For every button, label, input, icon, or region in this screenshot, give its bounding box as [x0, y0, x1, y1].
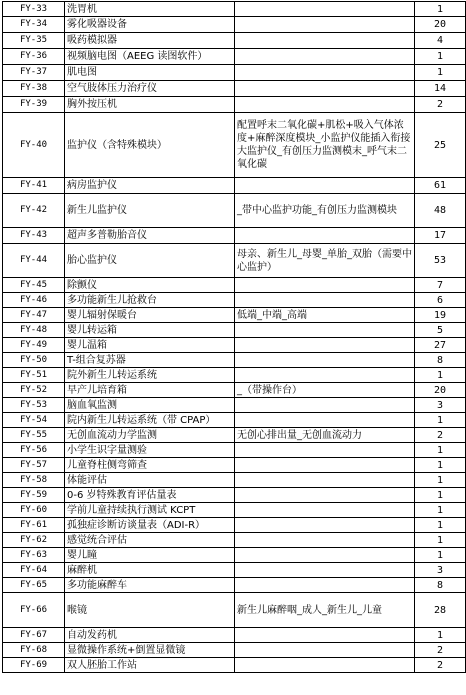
- equipment-quantity: 1: [415, 49, 466, 65]
- equipment-spec: [235, 293, 415, 308]
- equipment-code: FY-35: [3, 33, 65, 49]
- equipment-code: FY-39: [3, 97, 65, 113]
- equipment-spec: [235, 443, 415, 458]
- table-row: [3, 2, 466, 17]
- equipment-spec: [235, 578, 415, 593]
- equipment-name: T-组合复苏器: [65, 353, 235, 368]
- table-row: [3, 458, 466, 473]
- equipment-code: FY-34: [3, 17, 65, 33]
- table-row: [3, 643, 466, 658]
- equipment-quantity: 1: [415, 488, 466, 503]
- equipment-spec: [235, 338, 415, 353]
- table-row: [3, 178, 466, 194]
- table-row: [3, 49, 466, 65]
- table-row: [3, 473, 466, 488]
- table-row: [3, 383, 466, 398]
- equipment-quantity: 1: [415, 443, 466, 458]
- equipment-quantity: 1: [415, 548, 466, 563]
- table-row: [3, 113, 466, 178]
- equipment-spec: [235, 353, 415, 368]
- table-row: [3, 323, 466, 338]
- table-row: [3, 244, 466, 278]
- equipment-name: 多功能新生儿抢救台: [65, 293, 235, 308]
- table-row: [3, 398, 466, 413]
- table-row: [3, 593, 466, 628]
- equipment-spec: [235, 278, 415, 293]
- equipment-code: FY-57: [3, 458, 65, 473]
- equipment-code: FY-63: [3, 548, 65, 563]
- equipment-code: FY-54: [3, 413, 65, 428]
- equipment-code: FY-46: [3, 293, 65, 308]
- equipment-name: 麻醉机: [65, 563, 235, 578]
- equipment-name: 胸外按压机: [65, 97, 235, 113]
- equipment-code: FY-52: [3, 383, 65, 398]
- equipment-spec: [235, 643, 415, 658]
- equipment-quantity: 1: [415, 518, 466, 533]
- equipment-quantity: 8: [415, 353, 466, 368]
- equipment-spec: 低端_中端_高端: [235, 308, 415, 323]
- table-row: [3, 368, 466, 383]
- equipment-name: 洗胃机: [65, 2, 235, 17]
- equipment-code: FY-33: [3, 2, 65, 17]
- equipment-spec: [235, 563, 415, 578]
- equipment-name: 婴儿辐射保暖台: [65, 308, 235, 323]
- equipment-quantity: 19: [415, 308, 466, 323]
- equipment-spec: 无创心排出量_无创血流动力: [235, 428, 415, 443]
- equipment-code: FY-68: [3, 643, 65, 658]
- equipment-name: 病房监护仪: [65, 178, 235, 194]
- equipment-spec: [235, 65, 415, 81]
- equipment-quantity: 4: [415, 33, 466, 49]
- equipment-spec: [235, 503, 415, 518]
- equipment-quantity: 7: [415, 278, 466, 293]
- equipment-quantity: 1: [415, 65, 466, 81]
- equipment-spec: [235, 488, 415, 503]
- equipment-code: FY-58: [3, 473, 65, 488]
- equipment-spec: _（带操作台）: [235, 383, 415, 398]
- equipment-quantity: 28: [415, 593, 466, 628]
- equipment-name: 早产儿培育箱: [65, 383, 235, 398]
- equipment-spec: [235, 17, 415, 33]
- equipment-quantity: 48: [415, 194, 466, 228]
- equipment-quantity: 17: [415, 228, 466, 244]
- equipment-quantity: 1: [415, 473, 466, 488]
- equipment-code: FY-36: [3, 49, 65, 65]
- equipment-name: 婴儿瞳: [65, 548, 235, 563]
- table-row: [3, 413, 466, 428]
- equipment-spec: [235, 81, 415, 97]
- equipment-spec: _带中心监护功能_有创压力监测模块: [235, 194, 415, 228]
- equipment-list-sheet: [2, 1, 465, 673]
- equipment-spec: [235, 628, 415, 643]
- equipment-code: FY-53: [3, 398, 65, 413]
- table-row: [3, 488, 466, 503]
- equipment-quantity: 3: [415, 563, 466, 578]
- equipment-spec: [235, 458, 415, 473]
- equipment-code: FY-55: [3, 428, 65, 443]
- equipment-code: FY-56: [3, 443, 65, 458]
- table-row: [3, 353, 466, 368]
- equipment-spec: [235, 548, 415, 563]
- table-row: [3, 428, 466, 443]
- equipment-name: 孤独症诊断访谈量表（ADI-R）: [65, 518, 235, 533]
- equipment-spec: [235, 323, 415, 338]
- equipment-name: 感觉统合评估: [65, 533, 235, 548]
- equipment-quantity: 1: [415, 628, 466, 643]
- equipment-name: 体能评估: [65, 473, 235, 488]
- equipment-spec: [235, 97, 415, 113]
- equipment-code: FY-59: [3, 488, 65, 503]
- table-row: [3, 33, 466, 49]
- equipment-name: 显微操作系统+倒置显微镜: [65, 643, 235, 658]
- equipment-code: FY-40: [3, 113, 65, 178]
- equipment-name: 肌电图: [65, 65, 235, 81]
- equipment-spec: [235, 473, 415, 488]
- equipment-quantity: 8: [415, 578, 466, 593]
- equipment-quantity: 14: [415, 81, 466, 97]
- equipment-table: [2, 1, 466, 673]
- equipment-name: 多功能麻醉车: [65, 578, 235, 593]
- equipment-name: 脑血氧监测: [65, 398, 235, 413]
- table-row: [3, 278, 466, 293]
- equipment-code: FY-47: [3, 308, 65, 323]
- equipment-code: FY-44: [3, 244, 65, 278]
- equipment-name: 儿童脊柱侧弯筛查: [65, 458, 235, 473]
- equipment-quantity: 20: [415, 383, 466, 398]
- table-row: [3, 293, 466, 308]
- equipment-name: 小学生识字量测验: [65, 443, 235, 458]
- equipment-name: 院外新生儿转运系统: [65, 368, 235, 383]
- equipment-spec: [235, 533, 415, 548]
- equipment-name: 视频脑电图（AEEG 读图软件）: [65, 49, 235, 65]
- equipment-name: 喉镜: [65, 593, 235, 628]
- equipment-quantity: 20: [415, 17, 466, 33]
- table-row: [3, 65, 466, 81]
- equipment-code: FY-60: [3, 503, 65, 518]
- equipment-name: 无创血流动力学监测: [65, 428, 235, 443]
- equipment-code: FY-45: [3, 278, 65, 293]
- table-row: [3, 194, 466, 228]
- equipment-code: FY-43: [3, 228, 65, 244]
- equipment-name: 吸药模拟器: [65, 33, 235, 49]
- equipment-quantity: 1: [415, 458, 466, 473]
- equipment-spec: [235, 398, 415, 413]
- table-row: [3, 338, 466, 353]
- equipment-spec: [235, 518, 415, 533]
- equipment-name: 新生儿监护仪: [65, 194, 235, 228]
- equipment-code: FY-48: [3, 323, 65, 338]
- equipment-name: 自动发药机: [65, 628, 235, 643]
- equipment-code: FY-65: [3, 578, 65, 593]
- table-row: [3, 628, 466, 643]
- table-row: [3, 658, 466, 673]
- equipment-code: FY-42: [3, 194, 65, 228]
- equipment-code: FY-62: [3, 533, 65, 548]
- equipment-name: 除颤仪: [65, 278, 235, 293]
- equipment-name: 0-6 岁特殊教育评估量表: [65, 488, 235, 503]
- equipment-quantity: 1: [415, 413, 466, 428]
- equipment-quantity: 6: [415, 293, 466, 308]
- equipment-name: 雾化吸器设备: [65, 17, 235, 33]
- table-row: [3, 548, 466, 563]
- table-row: [3, 533, 466, 548]
- equipment-quantity: 27: [415, 338, 466, 353]
- table-row: [3, 228, 466, 244]
- equipment-quantity: 61: [415, 178, 466, 194]
- table-row: [3, 503, 466, 518]
- equipment-name: 院内新生儿转运系统（带 CPAP）: [65, 413, 235, 428]
- table-row: [3, 17, 466, 33]
- equipment-quantity: 2: [415, 428, 466, 443]
- equipment-quantity: 25: [415, 113, 466, 178]
- equipment-spec: [235, 413, 415, 428]
- equipment-quantity: 1: [415, 503, 466, 518]
- equipment-quantity: 3: [415, 398, 466, 413]
- equipment-code: FY-41: [3, 178, 65, 194]
- equipment-name: 超声多普勒胎音仪: [65, 228, 235, 244]
- equipment-name: 婴儿转运箱: [65, 323, 235, 338]
- equipment-quantity: 2: [415, 97, 466, 113]
- equipment-code: FY-49: [3, 338, 65, 353]
- equipment-name: 胎心监护仪: [65, 244, 235, 278]
- equipment-quantity: 53: [415, 244, 466, 278]
- equipment-spec: [235, 49, 415, 65]
- equipment-quantity: 5: [415, 323, 466, 338]
- equipment-code: FY-50: [3, 353, 65, 368]
- table-row: [3, 81, 466, 97]
- table-row: [3, 578, 466, 593]
- table-row: [3, 443, 466, 458]
- equipment-spec: 新生儿麻醉咽_成人_新生儿_儿童: [235, 593, 415, 628]
- equipment-spec: 配置呼末二氧化碳+肌松+吸入气体浓度+麻醉深度模块_小监护仪能插入衔接大监护仪_有创压力监测模末_呼气末二氧化碳: [235, 113, 415, 178]
- equipment-code: FY-61: [3, 518, 65, 533]
- equipment-code: FY-66: [3, 593, 65, 628]
- equipment-code: FY-64: [3, 563, 65, 578]
- equipment-name: 双人胚胎工作站: [65, 658, 235, 673]
- equipment-spec: [235, 368, 415, 383]
- equipment-spec: [235, 33, 415, 49]
- equipment-table-body: [3, 2, 466, 673]
- table-row: [3, 518, 466, 533]
- equipment-code: FY-69: [3, 658, 65, 673]
- equipment-code: FY-67: [3, 628, 65, 643]
- equipment-code: FY-37: [3, 65, 65, 81]
- equipment-spec: [235, 178, 415, 194]
- equipment-name: 婴儿温箱: [65, 338, 235, 353]
- equipment-code: FY-51: [3, 368, 65, 383]
- equipment-quantity: 1: [415, 2, 466, 17]
- equipment-name: 监护仪（含特殊模块）: [65, 113, 235, 178]
- equipment-spec: [235, 228, 415, 244]
- equipment-quantity: 1: [415, 368, 466, 383]
- table-row: [3, 308, 466, 323]
- equipment-quantity: 1: [415, 533, 466, 548]
- table-row: [3, 97, 466, 113]
- equipment-spec: [235, 2, 415, 17]
- equipment-name: 学前儿童持续执行测试 KCPT: [65, 503, 235, 518]
- equipment-name: 空气肢体压力治疗仪: [65, 81, 235, 97]
- equipment-code: FY-38: [3, 81, 65, 97]
- equipment-spec: 母亲、新生儿_母婴_单胎_双胎（需要中心监护）: [235, 244, 415, 278]
- equipment-quantity: 2: [415, 643, 466, 658]
- table-row: [3, 563, 466, 578]
- equipment-spec: [235, 658, 415, 673]
- equipment-quantity: 2: [415, 658, 466, 673]
